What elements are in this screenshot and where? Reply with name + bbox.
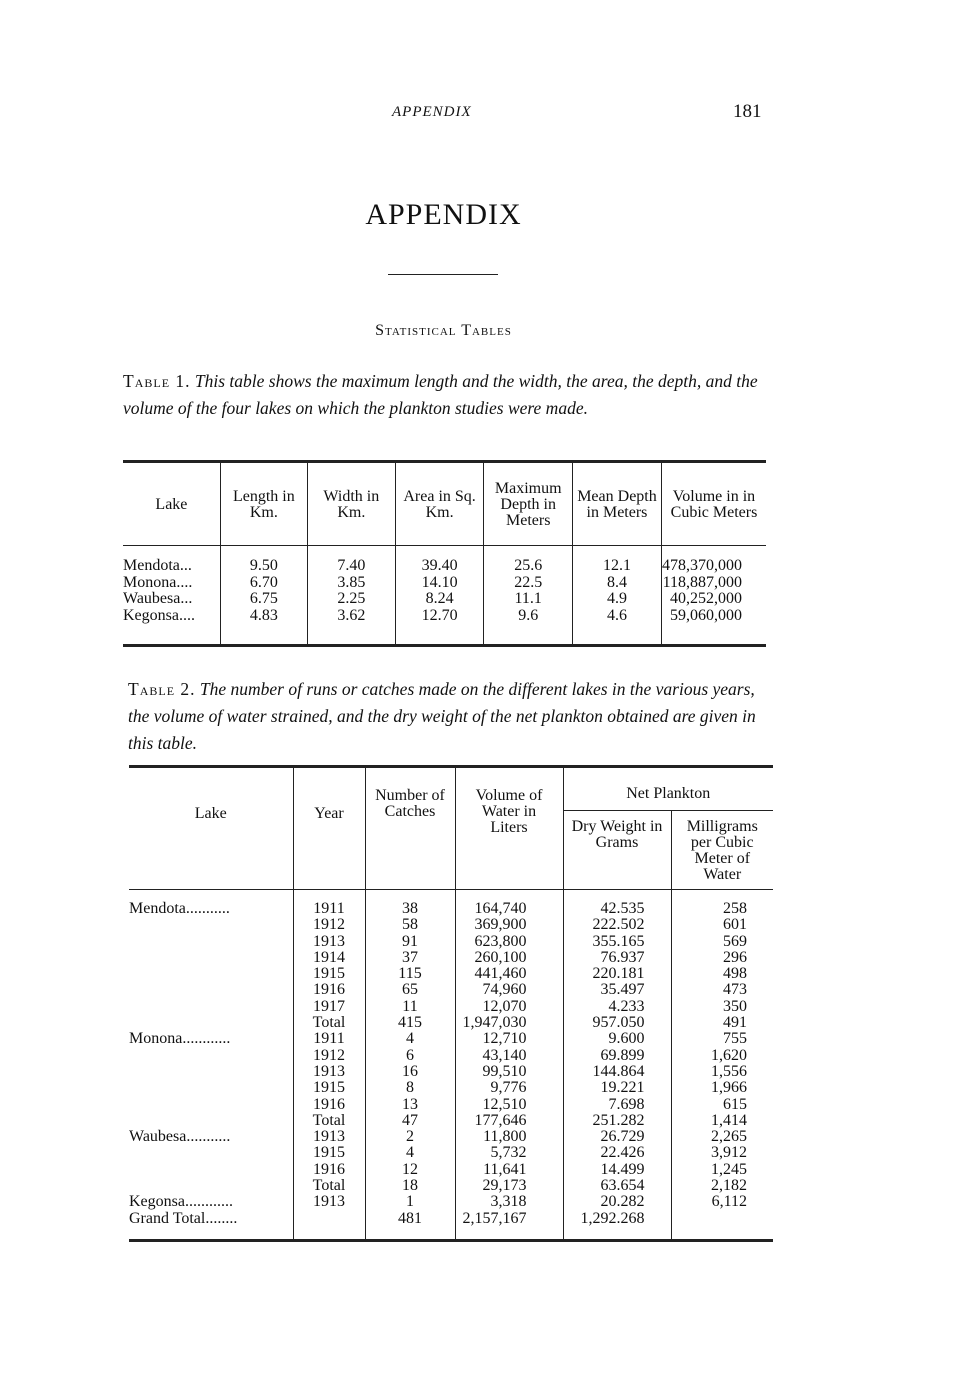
table-cell: 478,370,000 [661, 546, 766, 575]
table-cell: 1,966 [671, 1080, 773, 1096]
table-cell: 4.6 [572, 608, 661, 646]
table-cell: 69.899 [563, 1048, 671, 1064]
running-head: APPENDIX [392, 104, 472, 120]
table-cell: 4 [365, 1145, 455, 1161]
table2-header-mg-per-m3: Milligrams per Cubic Meter of Water [671, 811, 773, 890]
table-cell: 3.62 [307, 608, 395, 646]
table-cell: 47 [365, 1113, 455, 1129]
lake-name-cell [129, 934, 293, 950]
lake-name-cell [129, 982, 293, 998]
table-cell: 251.282 [563, 1113, 671, 1129]
table-cell: 258 [671, 890, 773, 918]
table-cell: 1911 [293, 890, 365, 918]
table-cell: 3.85 [307, 575, 395, 592]
table-cell: 58 [365, 917, 455, 933]
lake-name-cell [129, 1048, 293, 1064]
table-cell: 2 [365, 1129, 455, 1145]
table-cell: 11,800 [455, 1129, 563, 1145]
table-cell: 623,800 [455, 934, 563, 950]
table-cell: 7.40 [307, 546, 395, 575]
table-cell: 615 [671, 1097, 773, 1113]
table-cell: 144.864 [563, 1064, 671, 1080]
lake-name-cell [129, 1064, 293, 1080]
table2-header-year: Year [293, 767, 365, 890]
table-row [123, 591, 766, 608]
lake-name-cell: Mendota........... [129, 900, 230, 917]
table-row [129, 1178, 773, 1194]
table-cell: 42.535 [563, 890, 671, 918]
lake-name-cell: Monona............ [129, 1030, 231, 1048]
table-cell: 755 [671, 1031, 773, 1047]
lake-name-cell: Waubesa........... [129, 1128, 231, 1146]
lake-name-cell [129, 966, 293, 982]
lake-name-cell [129, 1113, 293, 1129]
table1-header-mean-depth: Mean Depth in Meters [572, 462, 661, 546]
table2-header-lake: Lake [194, 805, 227, 822]
table-cell: 4.83 [220, 608, 307, 646]
table-row [129, 966, 773, 982]
table1-header-area: Area in Sq. Km. [395, 462, 484, 546]
table-row [129, 999, 773, 1015]
lake-name-cell [129, 1097, 293, 1113]
table2-caption-text: The number of runs or catches made on the different lakes in the various years, the volume of water strained, and the dry weight of the net plankton obtained are given in this table. [128, 679, 756, 753]
table2-header-catches: Number of Catches [365, 767, 455, 890]
table-cell: 40,252,000 [661, 591, 766, 608]
table-cell: 3,318 [455, 1194, 563, 1210]
table-cell: 481 [365, 1211, 455, 1241]
table-cell: 1913 [293, 934, 365, 950]
table-cell: 115 [365, 966, 455, 982]
table-cell: 8 [365, 1080, 455, 1096]
table1-header-max-depth: Maximum Depth in Meters [484, 462, 573, 546]
table-row [129, 1064, 773, 1080]
table-cell: 473 [671, 982, 773, 998]
table-cell: 118,887,000 [661, 575, 766, 592]
table-cell: 14.499 [563, 1162, 671, 1178]
table-cell: 1,245 [671, 1162, 773, 1178]
page-number: 181 [733, 101, 762, 122]
table-cell: 65 [365, 982, 455, 998]
table-cell: 1,947,030 [455, 1015, 563, 1031]
table2-header-volume: Volume of Water in Liters [455, 767, 563, 890]
table-cell: 99,510 [455, 1064, 563, 1080]
table2-header-net-plankton: Net Plankton [563, 767, 773, 811]
table2-label: Table 2. [128, 679, 196, 699]
table-cell: 14.10 [395, 575, 484, 592]
table-cell: 1,292.268 [563, 1211, 671, 1241]
lake-name-cell [129, 950, 293, 966]
table-row [129, 934, 773, 950]
table-row [129, 1048, 773, 1064]
table-row [129, 1211, 773, 1241]
lake-name-cell: Mendota... [123, 557, 192, 574]
table-row [129, 1080, 773, 1096]
table-cell: 12.1 [572, 546, 661, 575]
table-cell: 19.221 [563, 1080, 671, 1096]
table-cell: 1913 [293, 1194, 365, 1210]
table-cell: 16 [365, 1064, 455, 1080]
table-cell: 8.24 [395, 591, 484, 608]
table-cell: 12,510 [455, 1097, 563, 1113]
table-cell: 11,641 [455, 1162, 563, 1178]
table-row [123, 575, 766, 592]
table-cell: 177,646 [455, 1113, 563, 1129]
table-cell: 9.600 [563, 1031, 671, 1047]
table-row [129, 950, 773, 966]
title-rule [388, 274, 498, 275]
table1-header-length: Length in Km. [220, 462, 307, 546]
table1-caption-text: This table shows the maximum length and the width, the area, the depth, and the volume of the four lakes on which the plankton studies were made. [123, 371, 758, 418]
table-cell: 1916 [293, 982, 365, 998]
table-cell: 260,100 [455, 950, 563, 966]
table-cell: 12.70 [395, 608, 484, 646]
table-cell: 6.70 [220, 575, 307, 592]
table-cell: 1913 [293, 1129, 365, 1145]
table-cell: 369,900 [455, 917, 563, 933]
table-cell: 350 [671, 999, 773, 1015]
table-cell: 22.5 [484, 575, 573, 592]
table-cell: 29,173 [455, 1178, 563, 1194]
table-cell: 1911 [293, 1031, 365, 1047]
table-cell: 59,060,000 [661, 608, 766, 646]
table-cell: 2,182 [671, 1178, 773, 1194]
table-cell: 2.25 [307, 591, 395, 608]
table-cell: 957.050 [563, 1015, 671, 1031]
lake-name-cell [129, 999, 293, 1015]
table-row [129, 982, 773, 998]
table1-header-lake: Lake [155, 496, 188, 513]
table-cell: 76.937 [563, 950, 671, 966]
table-row [129, 890, 773, 918]
table-cell: 355.165 [563, 934, 671, 950]
table-cell: 9,776 [455, 1080, 563, 1096]
table-row [129, 1097, 773, 1113]
lake-name-cell [129, 1145, 293, 1161]
table-cell: 164,740 [455, 890, 563, 918]
table-cell: 1 [365, 1194, 455, 1210]
table-cell: 18 [365, 1178, 455, 1194]
page-title: APPENDIX [365, 198, 522, 231]
table-cell: 5,732 [455, 1145, 563, 1161]
table-cell: 43,140 [455, 1048, 563, 1064]
table-cell: 498 [671, 966, 773, 982]
table-cell: 415 [365, 1015, 455, 1031]
table2-header-dry-weight: Dry Weight in Grams [563, 811, 671, 890]
table-cell: 1913 [293, 1064, 365, 1080]
table-cell: 9.6 [484, 608, 573, 646]
table-cell: 1912 [293, 1048, 365, 1064]
table-cell: 12,070 [455, 999, 563, 1015]
table-cell: 1,556 [671, 1064, 773, 1080]
lake-name-cell [129, 1080, 293, 1096]
table-cell: 20.282 [563, 1194, 671, 1210]
table-cell: 296 [671, 950, 773, 966]
table-cell: 491 [671, 1015, 773, 1031]
table-cell: 4.9 [572, 591, 661, 608]
table-cell: 11 [365, 999, 455, 1015]
table-cell [293, 1211, 365, 1241]
table-cell: 1917 [293, 999, 365, 1015]
table-cell: 569 [671, 934, 773, 950]
table-cell: 38 [365, 890, 455, 918]
table1-header-volume: Volume in in Cubic Meters [661, 462, 766, 546]
table-cell: 12,710 [455, 1031, 563, 1047]
table-cell: 39.40 [395, 546, 484, 575]
lake-name-cell: Kegonsa.... [123, 606, 195, 624]
table-cell: 3,912 [671, 1145, 773, 1161]
table-cell: 6.75 [220, 591, 307, 608]
table-row [129, 1145, 773, 1161]
table-cell: 35.497 [563, 982, 671, 998]
lake-name-cell [129, 917, 293, 933]
table-row [123, 546, 766, 575]
table-row [129, 1031, 773, 1047]
table-row [129, 1015, 773, 1031]
table-cell: 37 [365, 950, 455, 966]
table-row [123, 608, 766, 646]
lake-name-cell [129, 1178, 293, 1194]
table-cell: 13 [365, 1097, 455, 1113]
table-row [129, 917, 773, 933]
section-title: Statistical Tables [375, 322, 512, 339]
table-cell: 1,620 [671, 1048, 773, 1064]
table1 [123, 460, 766, 647]
lake-name-cell: Grand Total........ [129, 1209, 238, 1227]
lake-name-cell: Kegonsa............ [129, 1193, 233, 1211]
table-cell: 2,265 [671, 1129, 773, 1145]
table-cell: 222.502 [563, 917, 671, 933]
table-cell: 1915 [293, 1145, 365, 1161]
table-cell: 1915 [293, 966, 365, 982]
table-cell: 8.4 [572, 575, 661, 592]
table-cell: 22.426 [563, 1145, 671, 1161]
table-cell: 25.6 [484, 546, 573, 575]
table-cell: 1916 [293, 1162, 365, 1178]
table-cell: 6,112 [671, 1194, 773, 1210]
table-cell: Total [293, 1178, 365, 1194]
table-cell: 1914 [293, 950, 365, 966]
table-cell: 2,157,167 [455, 1211, 563, 1241]
table-cell: Total [293, 1015, 365, 1031]
table-row [129, 1113, 773, 1129]
table1-header-width: Width in Km. [307, 462, 395, 546]
table1-header-row [123, 462, 766, 546]
table-row [129, 1194, 773, 1210]
table-cell: 63.654 [563, 1178, 671, 1194]
table-cell: 1,414 [671, 1113, 773, 1129]
table-cell [671, 1211, 773, 1241]
table-cell: 11.1 [484, 591, 573, 608]
table-cell: 1916 [293, 1097, 365, 1113]
table-row [129, 1162, 773, 1178]
lake-name-cell: Monona.... [123, 573, 193, 591]
table-cell: 26.729 [563, 1129, 671, 1145]
lake-name-cell: Waubesa... [123, 590, 193, 607]
table-cell: 1915 [293, 1080, 365, 1096]
table-cell: 12 [365, 1162, 455, 1178]
table-cell: 4.233 [563, 999, 671, 1015]
table-cell: 6 [365, 1048, 455, 1064]
table-cell: 7.698 [563, 1097, 671, 1113]
table-cell: 601 [671, 917, 773, 933]
table1-caption [123, 368, 773, 422]
table1-label: Table 1. [123, 371, 191, 391]
table2 [129, 765, 773, 1242]
table-row [129, 1129, 773, 1145]
table-cell: 441,460 [455, 966, 563, 982]
table-cell: 74,960 [455, 982, 563, 998]
table-cell: Total [293, 1113, 365, 1129]
table-cell: 220.181 [563, 966, 671, 982]
table-cell: 9.50 [220, 546, 307, 575]
table-cell: 1912 [293, 917, 365, 933]
table-cell: 4 [365, 1031, 455, 1047]
lake-name-cell [129, 1162, 293, 1178]
table-cell: 91 [365, 934, 455, 950]
table2-caption [128, 676, 778, 757]
lake-name-cell [129, 1015, 293, 1031]
